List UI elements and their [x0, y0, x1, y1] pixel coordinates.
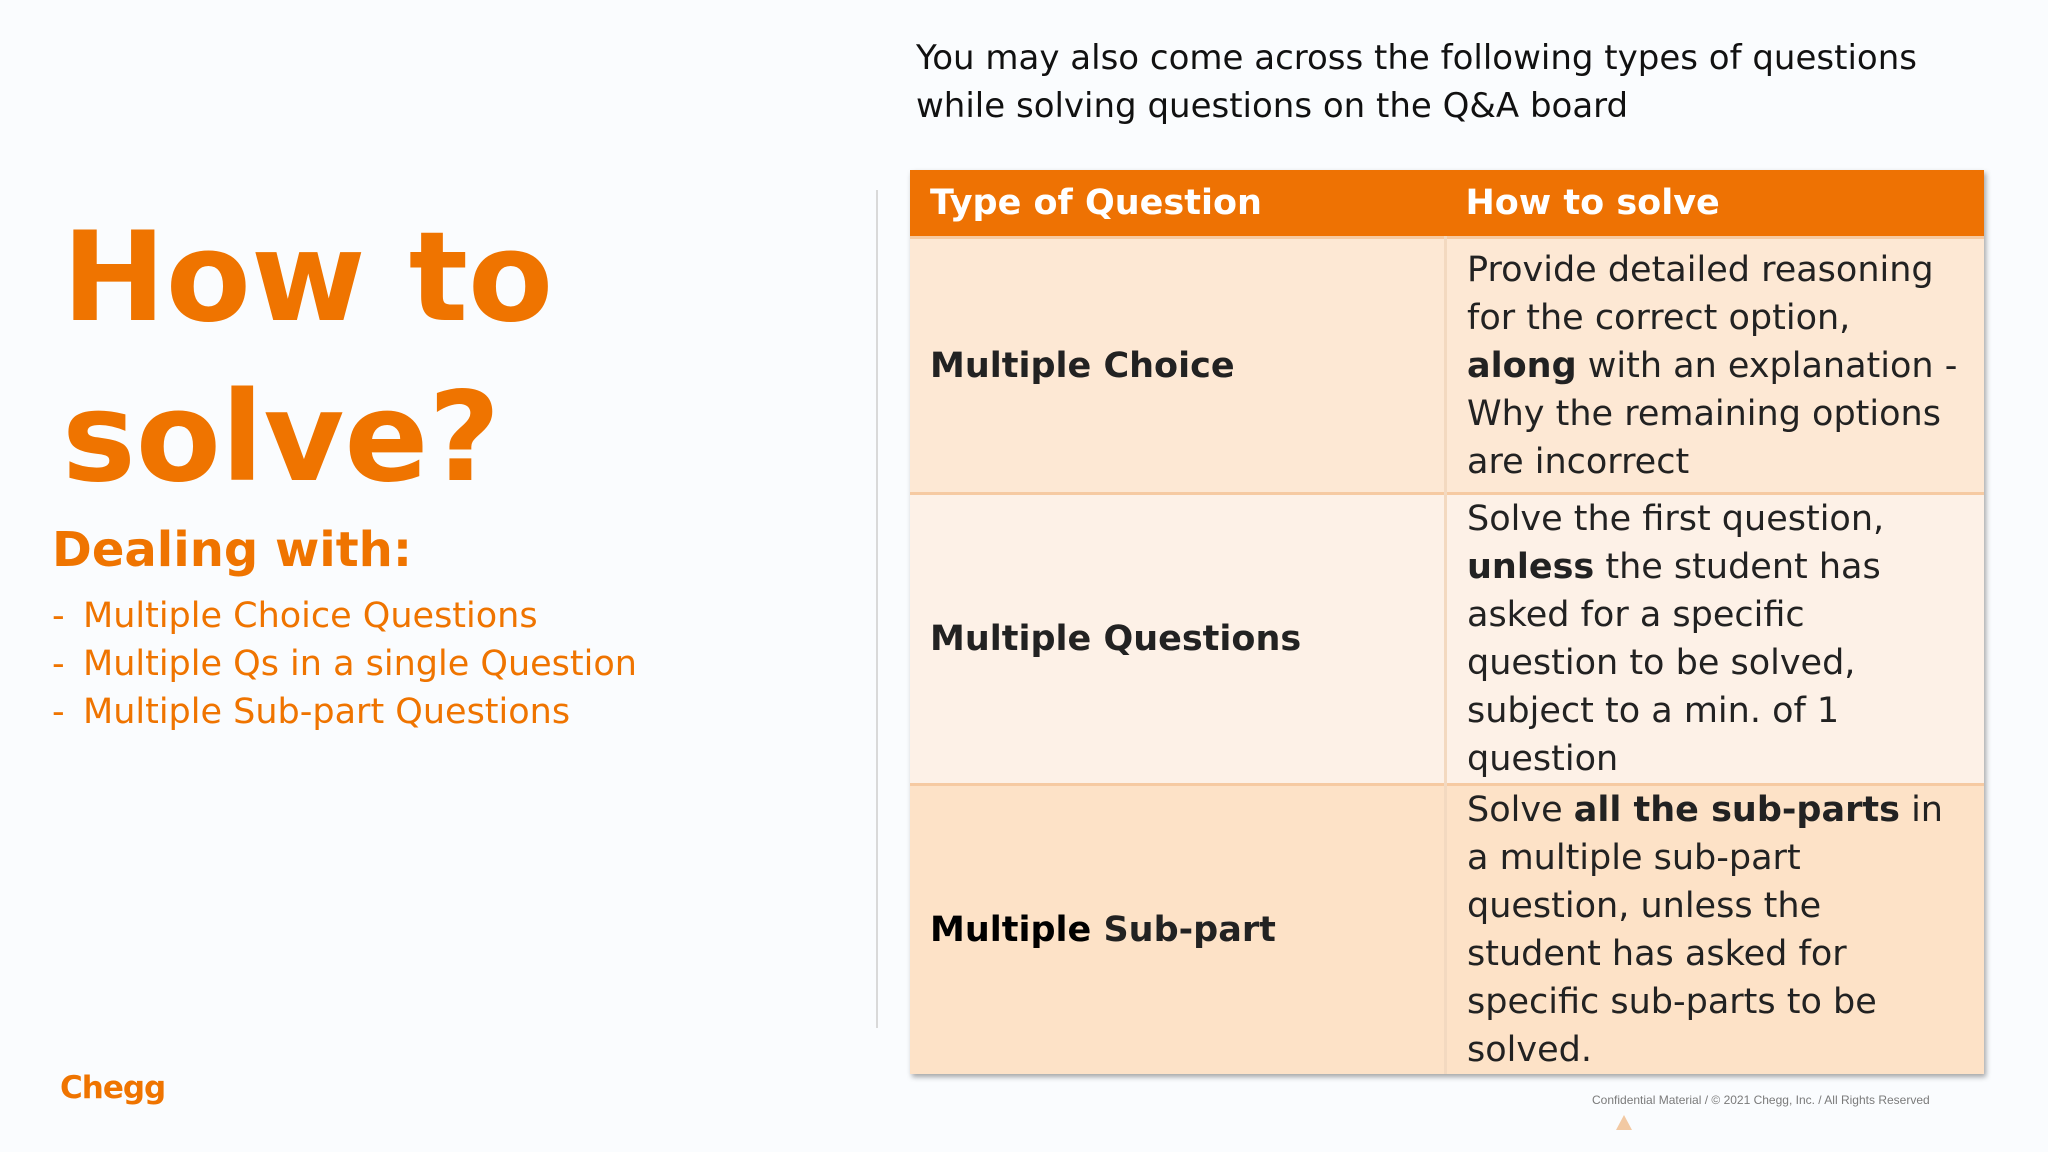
- table-header-row: [910, 170, 1984, 238]
- how-emphasis: unless: [1467, 547, 1595, 587]
- bullet-text: Multiple Qs in a single Question: [83, 644, 637, 684]
- how-text: the student has asked for a specific question to be solved, subject to a min. of 1 question: [1467, 547, 1881, 779]
- header-how-to-solve: How to solve: [1446, 170, 1985, 238]
- intro-text: [916, 34, 1966, 130]
- bullet-item: [52, 640, 637, 688]
- type-text-part-1: Multiple: [930, 910, 1092, 950]
- how-text: Solve the first question,: [1467, 499, 1885, 539]
- intro-line-1: You may also come across the following types of questions: [916, 38, 1917, 78]
- bullet-dash: -: [52, 644, 65, 684]
- how-text: Solve: [1467, 790, 1574, 830]
- table-row: [910, 494, 1984, 785]
- intro-line-2: while solving questions on the Q&A board: [916, 86, 1629, 126]
- chegg-logo: Chegg: [60, 1070, 166, 1106]
- vertical-divider: [876, 190, 878, 1028]
- title-line-2: solve?: [62, 366, 501, 510]
- bullet-text: Multiple Choice Questions: [83, 596, 538, 636]
- type-text-part-2: Sub-part: [1091, 910, 1276, 950]
- how-cell: [1446, 238, 1985, 494]
- how-text: Provide detailed reasoning for the correct option,: [1467, 249, 1934, 338]
- bullet-dash: -: [52, 596, 65, 636]
- table-row: [910, 785, 1984, 1075]
- how-cell: [1446, 785, 1985, 1075]
- bullet-dash: -: [52, 692, 65, 732]
- type-cell: Multiple Choice: [910, 238, 1446, 494]
- dealing-with-heading: Dealing with:: [52, 522, 413, 578]
- how-text: in a multiple sub-part question, unless the student has asked for specific sub-parts to be solved.: [1467, 790, 1943, 1070]
- how-text: with an explanation - Why the remaining options are incorrect: [1467, 345, 1958, 482]
- table-row: [910, 238, 1984, 494]
- header-type-of-question: Type of Question: [910, 170, 1446, 238]
- bullet-list: [52, 592, 637, 736]
- how-emphasis: all the sub-parts: [1573, 790, 1900, 830]
- type-cell: Multiple Questions: [910, 494, 1446, 785]
- bullet-text: Multiple Sub-part Questions: [83, 692, 571, 732]
- type-cell: [910, 785, 1446, 1075]
- triangle-icon: [1616, 1115, 1632, 1130]
- how-emphasis: along: [1467, 345, 1577, 386]
- title-line-1: How to: [62, 206, 554, 350]
- slide-title: [62, 198, 553, 518]
- question-types-table: [910, 170, 1984, 1074]
- confidential-footer: Confidential Material / © 2021 Chegg, Inc. / All Rights Reserved: [1592, 1093, 1930, 1107]
- how-cell: [1446, 494, 1985, 785]
- bullet-item: [52, 688, 637, 736]
- bullet-item: [52, 592, 637, 640]
